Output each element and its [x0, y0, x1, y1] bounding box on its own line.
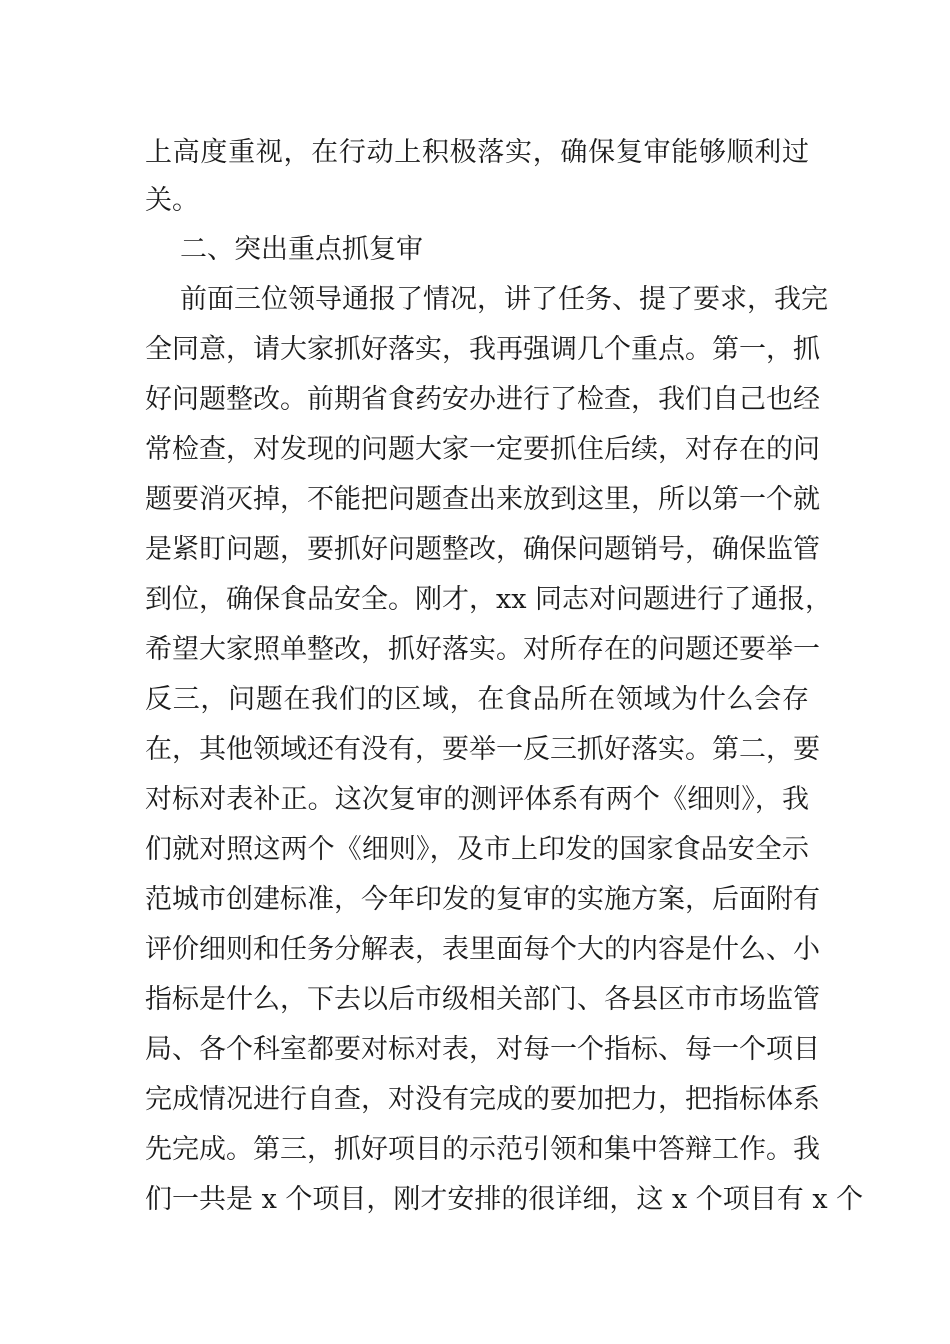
- text-line: 们一共是 x 个项目，刚才安排的很详细，这 x 个项目有 x 个: [145, 1184, 864, 1215]
- text-line: 先完成。第三，抓好项目的示范引领和集中答辩工作。我: [145, 1134, 820, 1165]
- text-line: 到位，确保食品安全。刚才，xx 同志对问题进行了通报，: [145, 584, 833, 615]
- text-line: 局、各个科室都要对标对表，对每一个指标、每一个项目: [145, 1034, 820, 1065]
- text-line: 反三，问题在我们的区域，在食品所在领域为什么会存: [145, 684, 809, 715]
- section-heading: 二、突出重点抓复审: [180, 234, 423, 265]
- text-line: 好问题整改。前期省食药安办进行了检查，我们自己也经: [145, 384, 820, 415]
- text-line: 在，其他领域还有没有，要举一反三抓好落实。第二，要: [145, 734, 820, 765]
- text-line: 范城市创建标准，今年印发的复审的实施方案，后面附有: [145, 884, 820, 915]
- text-line: 们就对照这两个《细则》，及市上印发的国家食品安全示: [145, 834, 809, 865]
- text-line: 评价细则和任务分解表，表里面每个大的内容是什么、小: [145, 934, 820, 965]
- text-line: 希望大家照单整改，抓好落实。对所存在的问题还要举一: [145, 634, 820, 665]
- text-line: 全同意，请大家抓好落实，我再强调几个重点。第一，抓: [145, 334, 820, 365]
- text-line: 题要消灭掉，不能把问题查出来放到这里，所以第一个就: [145, 484, 820, 515]
- text-line: 对标对表补正。这次复审的测评体系有两个《细则》，我: [145, 784, 809, 815]
- text-line: 完成情况进行自查，对没有完成的要加把力，把指标体系: [145, 1084, 820, 1115]
- text-line: 是紧盯问题，要抓好问题整改，确保问题销号，确保监管: [145, 534, 820, 565]
- text-line: 上高度重视，在行动上积极落实，确保复审能够顺利过: [145, 137, 809, 168]
- text-line: 指标是什么，下去以后市级相关部门、各县区市市场监管: [145, 984, 820, 1015]
- text-line: 关。: [145, 185, 199, 216]
- text-line: 前面三位领导通报了情况，讲了任务、提了要求，我完: [180, 284, 828, 315]
- text-line: 常检查，对发现的问题大家一定要抓住后续，对存在的问: [145, 434, 820, 465]
